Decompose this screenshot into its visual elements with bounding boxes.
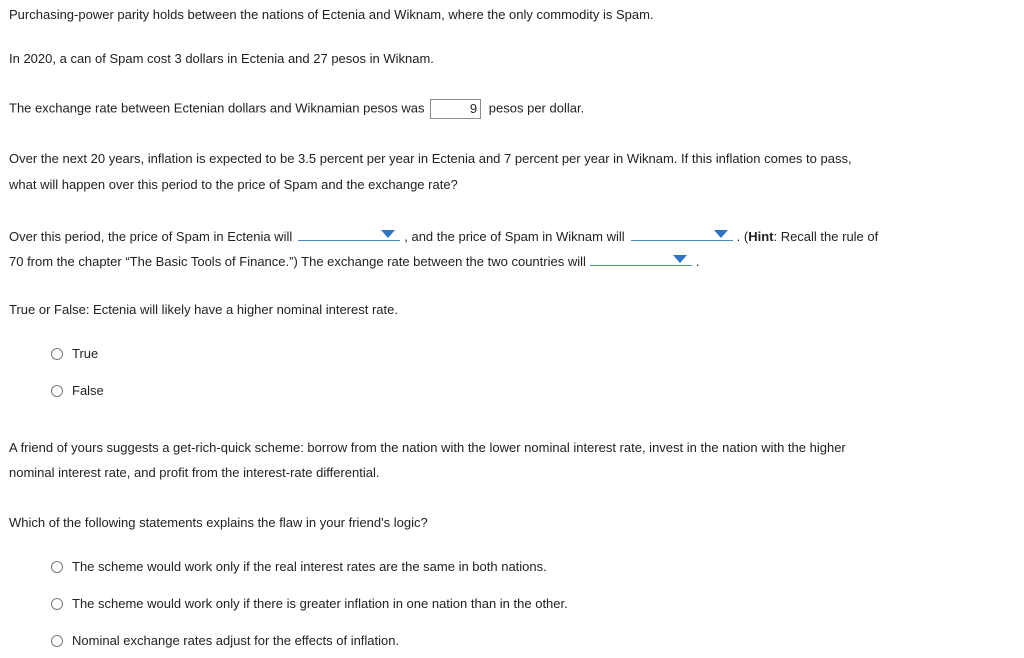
wiknam-price-dropdown[interactable]: [631, 226, 733, 241]
exchange-rate-answer-box[interactable]: 9: [430, 99, 481, 119]
flaw-question-prompt: Which of the following statements explains the flaw in your friend's logic?: [9, 515, 428, 530]
radio-option-false[interactable]: [51, 382, 104, 400]
radio-option-true[interactable]: [51, 345, 98, 363]
inflation-text-line-1: Over the next 20 years, inflation is expected to be 3.5 percent per year in Ectenia and 7 percent per year in Wiknam. If this inflation comes to pass,: [9, 151, 852, 166]
blanks-text-hint-open: . (: [736, 229, 749, 244]
scheme-text-line-2: nominal interest rate, and profit from the interest-rate differential.: [9, 465, 380, 480]
blanks-text-wiknam: , and the price of Spam in Wiknam will: [404, 229, 625, 244]
radio-option-label: The scheme would work only if there is greater inflation in one nation than in the other.: [72, 596, 568, 611]
blanks-line-1: [9, 226, 878, 246]
chevron-down-icon: [673, 255, 687, 263]
ectenia-price-dropdown[interactable]: [298, 226, 400, 241]
hint-label: Hint: [748, 229, 774, 244]
exchange-rate-prefix: The exchange rate between Ectenian dollars and Wiknamian pesos was: [9, 100, 425, 116]
chevron-down-icon: [714, 230, 728, 238]
blanks-line-2: [9, 251, 700, 271]
radio-option-label: Nominal exchange rates adjust for the effects of inflation.: [72, 633, 400, 648]
radio-option-greater-inflation[interactable]: [51, 595, 568, 613]
blanks-text-hint-body: : Recall the rule of: [773, 229, 879, 244]
exchange-rate-line: [9, 99, 584, 119]
scheme-text-line-1: A friend of yours suggests a get-rich-quick scheme: borrow from the nation with the lower nominal interest rate, invest in the nation with the higher: [9, 440, 846, 455]
exchange-rate-dropdown[interactable]: [590, 251, 692, 266]
radio-option-exchange-adjust[interactable]: [51, 632, 399, 650]
blanks-text-ectenia: Over this period, the price of Spam in Ectenia will: [9, 229, 293, 244]
radio-option-label: The scheme would work only if the real interest rates are the same in both nations.: [72, 559, 547, 574]
radio-button[interactable]: [51, 598, 63, 610]
inflation-text-line-2: what will happen over this period to the price of Spam and the exchange rate?: [9, 177, 458, 192]
radio-option-label: False: [72, 383, 104, 398]
radio-option-label: True: [72, 346, 99, 361]
radio-button[interactable]: [51, 561, 63, 573]
blanks-text-end: .: [695, 254, 700, 269]
radio-button[interactable]: [51, 385, 63, 397]
radio-button[interactable]: [51, 635, 63, 647]
radio-button[interactable]: [51, 348, 63, 360]
exchange-rate-suffix: pesos per dollar.: [488, 100, 585, 116]
spam-price-statement: In 2020, a can of Spam cost 3 dollars in Ectenia and 27 pesos in Wiknam.: [9, 51, 434, 66]
chevron-down-icon: [381, 230, 395, 238]
blanks-text-exchange: 70 from the chapter “The Basic Tools of Finance.”) The exchange rate between the two countries will: [9, 254, 586, 269]
ppp-statement: Purchasing-power parity holds between the nations of Ectenia and Wiknam, where the only commodity is Spam.: [9, 7, 654, 22]
true-false-prompt: True or False: Ectenia will likely have a higher nominal interest rate.: [9, 302, 398, 317]
radio-option-real-rates[interactable]: [51, 558, 547, 576]
